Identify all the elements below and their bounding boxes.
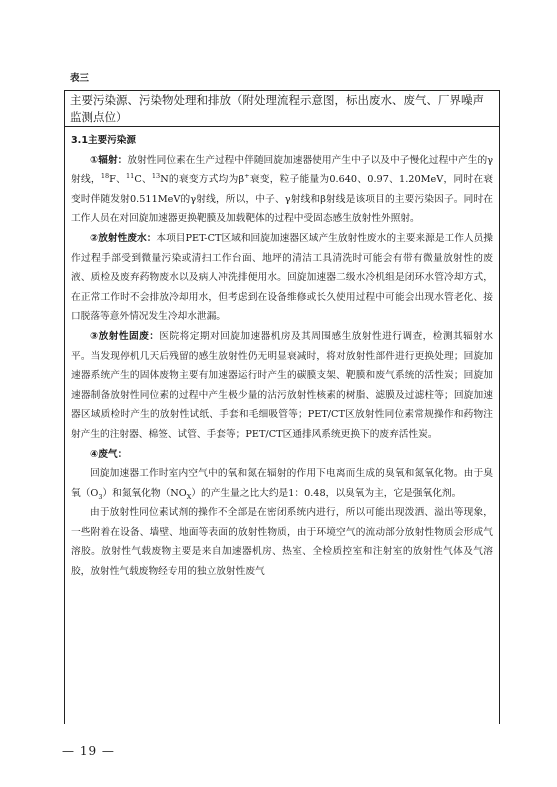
element-n: N的衰变方式均为β bbox=[160, 174, 245, 186]
radiation-text-2: 衰变，粒子能量为0.640、0.97、1.20MeV，同时在衰变时伴随发射0.511MeV的γ射线，所以，中子、γ射线和β射线是该项目的主要污染因子。同时在工作人员在对回旋加速器更换靶膜及加载靶体的过程中受固态感生放射性外照射。 bbox=[71, 174, 493, 225]
ozone-subscript: 3 bbox=[98, 492, 103, 501]
solid-waste-title: ③放射性固废： bbox=[90, 330, 160, 342]
waste-gas-paragraph-2: 由于放射性同位素试剂的操作不全部是在密闭系统内进行，所以可能出现泼洒、溢出等现象，一些附着在设备、墙壁、地面等表面的放射性物质，由于环境空气的流动部分放射性物质会形成气溶胶。放射性气载废物主要是来自加速器机房、热室、全检质控室和注射室的放射性气体及气溶胶，放射性气载废物经专用的独立放射性废气 bbox=[71, 507, 493, 578]
isotope-c-mass: 11 bbox=[126, 171, 135, 180]
waste-gas-text-c: ）的产生量之比大约是1：0.48，以臭氧为主，它是强氧化剂。 bbox=[191, 487, 462, 499]
radiation-title: ①辐射： bbox=[90, 154, 128, 166]
page-number: — 19 — bbox=[62, 744, 115, 758]
element-f: F、 bbox=[109, 174, 127, 186]
document-body bbox=[71, 131, 493, 582]
waste-water-paragraph bbox=[71, 229, 493, 327]
isotope-n-mass: 13 bbox=[151, 171, 161, 180]
beta-plus-sign: + bbox=[244, 171, 250, 180]
section-title: 3.1主要污染源 bbox=[71, 135, 136, 146]
waste-gas-paragraph-1 bbox=[71, 464, 493, 503]
solid-waste-text: 医院将定期对回旋加速器机房及其周围感生放射性进行调查，检测其辐射水平。当发现停机几天后残留的感生放射性仍无明显衰减时，将对放射性部件进行更换处理；回旋加速器系统产生的固体废物主要有加速器运行时产生的碳膜支架、靶膜和废气系统的活性炭；回旋加速器制备放射性同位素的过程中产生极少量的沾污放射性核素的树脂、滤膜及过滤柱等；回旋加速器区域质检时产生的放射性试纸、手套和毛细吸管等；PET/CT区放射性同位素常规操作和药物注射产生的注射器、棉签、试管、手套等；PET/CT区通排风系统更换下的废弃活性炭。 bbox=[71, 330, 494, 440]
waste-gas-text-a: 回旋加速器工作时室内空气中的氧和氮在辐射的作用下电离而生成的臭氧和氮氧化物。由于臭氧（O bbox=[71, 468, 493, 499]
waste-water-title: ②放射性废水： bbox=[90, 232, 157, 244]
radiation-paragraph bbox=[71, 151, 493, 229]
element-c: C、 bbox=[134, 174, 152, 186]
waste-water-text: 本项目PET-CT区域和回旋加速器区域产生放射性废水的主要来源是工作人员操作过程手部受到微量污染或清扫工作台面、地坪的清洁工具清洗时可能会有带有微量放射性的废液、质检及废弃药物废水以及病人冲洗排便用水。回旋加速器二级水冷机组是闭环水管冷却方式，在正常工作时不会排放冷却用水，但考虑到在设备维修或长久使用过程中可能会出现水管老化、接口脱落等意外情况发生冷却水泄漏。 bbox=[71, 232, 493, 323]
table-label: 表三 bbox=[70, 73, 90, 84]
radiation-text-1: 放射性同位素在生产过程中伴随回旋加速器使用产生中子以及中子慢化过程中产生的γ射线， bbox=[71, 154, 494, 186]
isotope-f-mass: 18 bbox=[100, 171, 110, 180]
solid-waste-paragraph bbox=[71, 327, 493, 445]
nox-subscript: X bbox=[186, 492, 192, 501]
waste-gas-heading bbox=[71, 445, 493, 465]
waste-gas-title: ④废气： bbox=[90, 448, 128, 460]
table-header: 主要污染源、污染物处理和排放（附处理流程示意图，标出废水、废气、厂界噪声监测点位） bbox=[64, 90, 500, 127]
waste-gas-text-b: ）和氮氧化物（NO bbox=[102, 487, 187, 499]
